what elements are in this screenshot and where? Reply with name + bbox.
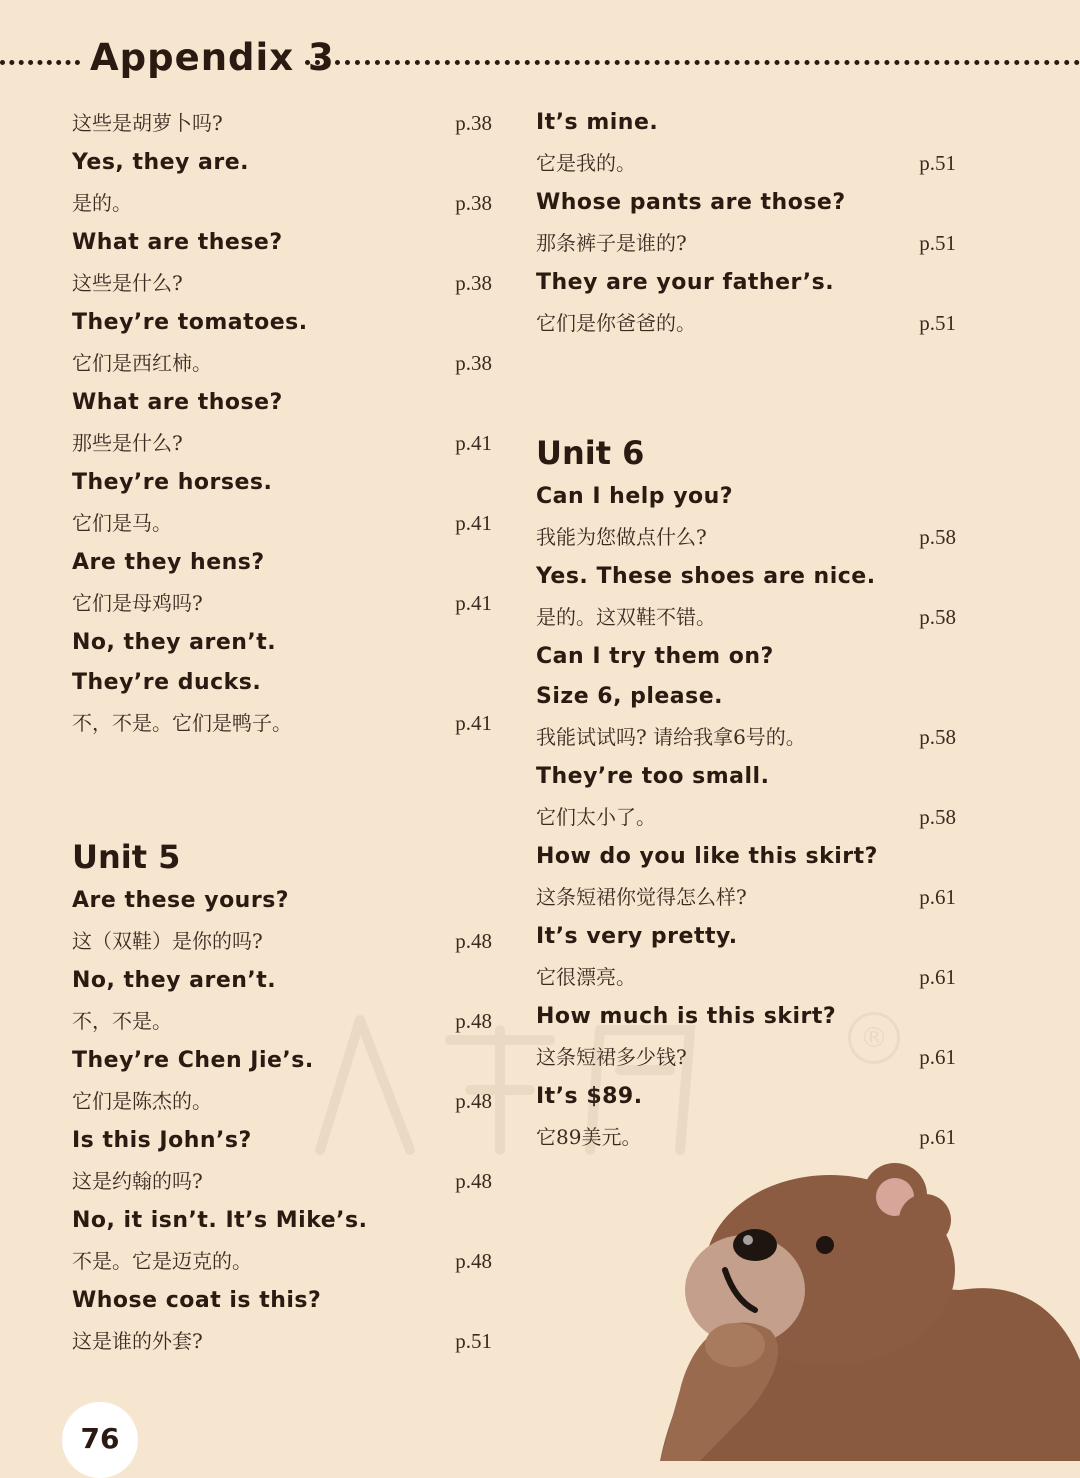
chinese-translation: 我能试试吗? 请给我拿6号的。: [536, 725, 806, 749]
page-reference: p.38: [455, 191, 492, 215]
chinese-translation-row: [72, 583, 497, 623]
english-phrase-row: [536, 837, 961, 877]
english-phrase: No, they aren’t.: [72, 630, 277, 655]
chinese-translation-row: [72, 1161, 497, 1201]
watermark-logo: [300, 1010, 720, 1160]
english-phrase-row: [72, 663, 497, 703]
english-phrase-row: [536, 677, 961, 717]
unit6-title: Unit 6: [536, 434, 645, 472]
english-phrase: They’re Chen Jie’s.: [72, 1048, 314, 1073]
page-reference: p.51: [919, 151, 956, 175]
chinese-translation-row: [72, 1321, 497, 1361]
unit5-title: Unit 5: [72, 838, 181, 876]
english-phrase: Yes, they are.: [72, 150, 250, 175]
english-phrase-row: [72, 383, 497, 423]
chinese-translation-row: [536, 877, 961, 917]
english-phrase-row: [72, 623, 497, 663]
chinese-translation: 不，不是。它们是鸭子。: [72, 711, 292, 735]
chinese-translation-row: [72, 703, 497, 743]
page-reference: p.61: [919, 1045, 956, 1069]
english-phrase: They’re ducks.: [72, 670, 262, 695]
english-phrase: No, it isn’t. It’s Mike’s.: [72, 1208, 368, 1233]
chinese-translation: 这条短裙你觉得怎么样?: [536, 885, 747, 909]
page-reference: p.58: [919, 805, 956, 829]
chinese-translation-row: [72, 103, 497, 143]
page-number: 76: [62, 1402, 138, 1478]
english-phrase-row: [72, 143, 497, 183]
english-phrase: No, they aren’t.: [72, 968, 277, 993]
right-top-list: [536, 103, 961, 343]
english-phrase: How do you like this skirt?: [536, 844, 878, 869]
chinese-translation: 它89美元。: [536, 1125, 642, 1149]
chinese-translation: 它们是陈杰的。: [72, 1089, 212, 1113]
english-phrase: Is this John’s?: [72, 1128, 252, 1153]
english-phrase-row: [536, 557, 961, 597]
english-phrase-row: [72, 961, 497, 1001]
chinese-translation: 这是约翰的吗?: [72, 1169, 203, 1193]
chinese-translation-row: [536, 717, 961, 757]
page-reference: p.41: [455, 711, 492, 735]
english-phrase: Yes. These shoes are nice.: [536, 564, 876, 589]
chinese-translation: 它很漂亮。: [536, 965, 636, 989]
left-column: [72, 103, 497, 1361]
chinese-translation: 它是我的。: [536, 151, 636, 175]
chinese-translation-row: [72, 263, 497, 303]
english-phrase-row: [72, 463, 497, 503]
chinese-translation: 它们是母鸡吗?: [72, 591, 203, 615]
dotted-rule-right: [305, 60, 1080, 65]
chinese-translation: 它们是你爸爸的。: [536, 311, 696, 335]
chinese-translation: 这些是什么?: [72, 271, 183, 295]
page-reference: p.58: [919, 605, 956, 629]
english-phrase: Size 6, please.: [536, 684, 724, 709]
chinese-translation-row: [536, 957, 961, 997]
english-phrase: It’s mine.: [536, 110, 659, 135]
chinese-translation-row: [536, 517, 961, 557]
chinese-translation: 不，不是。: [72, 1009, 172, 1033]
english-phrase-row: [536, 757, 961, 797]
chinese-translation: 不是。它是迈克的。: [72, 1249, 252, 1273]
english-phrase-row: [536, 917, 961, 957]
chinese-translation: 这（双鞋）是你的吗?: [72, 929, 263, 953]
english-phrase: What are those?: [72, 390, 283, 415]
english-phrase-row: [72, 303, 497, 343]
page-reference: p.61: [919, 885, 956, 909]
chinese-translation: 我能为您做点什么?: [536, 525, 707, 549]
page-reference: p.51: [919, 311, 956, 335]
english-phrase: Can I try them on?: [536, 644, 774, 669]
page-reference: p.48: [455, 1089, 492, 1113]
page-reference: p.38: [455, 111, 492, 135]
chinese-translation-row: [536, 143, 961, 183]
page-reference: p.51: [919, 231, 956, 255]
english-phrase: Are they hens?: [72, 550, 265, 575]
registered-mark-icon: ®: [848, 1012, 900, 1064]
bear-illustration: [640, 1160, 1080, 1461]
chinese-translation-row: [72, 183, 497, 223]
english-phrase: Can I help you?: [536, 484, 734, 509]
page-reference: p.48: [455, 1169, 492, 1193]
chinese-translation: 这些是胡萝卜吗?: [72, 111, 223, 135]
english-phrase: Are these yours?: [72, 888, 290, 913]
page-reference: p.58: [919, 725, 956, 749]
page-title: Appendix 3: [90, 36, 335, 79]
chinese-translation-row: [72, 503, 497, 543]
page-reference: p.38: [455, 351, 492, 375]
english-phrase: They’re tomatoes.: [72, 310, 308, 335]
english-phrase: It’s very pretty.: [536, 924, 738, 949]
right-column: [536, 103, 961, 1157]
english-phrase-row: [536, 637, 961, 677]
chinese-translation: 它们是西红柿。: [72, 351, 212, 375]
spacer: [72, 743, 497, 833]
english-phrase: Whose coat is this?: [72, 1288, 322, 1313]
page-reference: p.41: [455, 431, 492, 455]
page-reference: p.38: [455, 271, 492, 295]
english-phrase: They are your father’s.: [536, 270, 835, 295]
page-reference: p.51: [455, 1329, 492, 1353]
chinese-translation-row: [72, 423, 497, 463]
spacer: [536, 343, 961, 429]
chinese-translation: 那些是什么?: [72, 431, 183, 455]
page-reference: p.48: [455, 929, 492, 953]
english-phrase-row: [536, 183, 961, 223]
chinese-translation: 这是谁的外套?: [72, 1329, 203, 1353]
page-reference: p.61: [919, 1125, 956, 1149]
page-header: [0, 36, 1080, 86]
chinese-translation-row: [72, 921, 497, 961]
chinese-translation: 那条裤子是谁的?: [536, 231, 687, 255]
chinese-translation: 这条短裙多少钱?: [536, 1045, 687, 1069]
english-phrase: Whose pants are those?: [536, 190, 846, 215]
chinese-translation: 是的。这双鞋不错。: [536, 605, 716, 629]
left-top-list: [72, 103, 497, 743]
chinese-translation-row: [72, 1241, 497, 1281]
chinese-translation: 是的。: [72, 191, 132, 215]
chinese-translation-row: [536, 303, 961, 343]
chinese-translation: 它们是马。: [72, 511, 172, 535]
page-reference: p.48: [455, 1009, 492, 1033]
chinese-translation-row: [536, 223, 961, 263]
page-reference: p.58: [919, 525, 956, 549]
page-reference: p.61: [919, 965, 956, 989]
english-phrase: They’re too small.: [536, 764, 770, 789]
english-phrase-row: [72, 1201, 497, 1241]
english-phrase-row: [72, 543, 497, 583]
english-phrase-row: [72, 1281, 497, 1321]
page-reference: p.41: [455, 591, 492, 615]
chinese-translation-row: [536, 797, 961, 837]
english-phrase-row: [536, 103, 961, 143]
chinese-translation: 它们太小了。: [536, 805, 656, 829]
page-reference: p.48: [455, 1249, 492, 1273]
english-phrase-row: [72, 223, 497, 263]
english-phrase: It’s $89.: [536, 1084, 643, 1109]
english-phrase-row: [536, 477, 961, 517]
english-phrase-row: [72, 881, 497, 921]
dotted-rule-left: [0, 60, 80, 65]
chinese-translation-row: [72, 343, 497, 383]
english-phrase-row: [536, 263, 961, 303]
english-phrase: How much is this skirt?: [536, 1004, 837, 1029]
chinese-translation-row: [536, 597, 961, 637]
english-phrase: What are these?: [72, 230, 283, 255]
english-phrase: They’re horses.: [72, 470, 273, 495]
page-reference: p.41: [455, 511, 492, 535]
